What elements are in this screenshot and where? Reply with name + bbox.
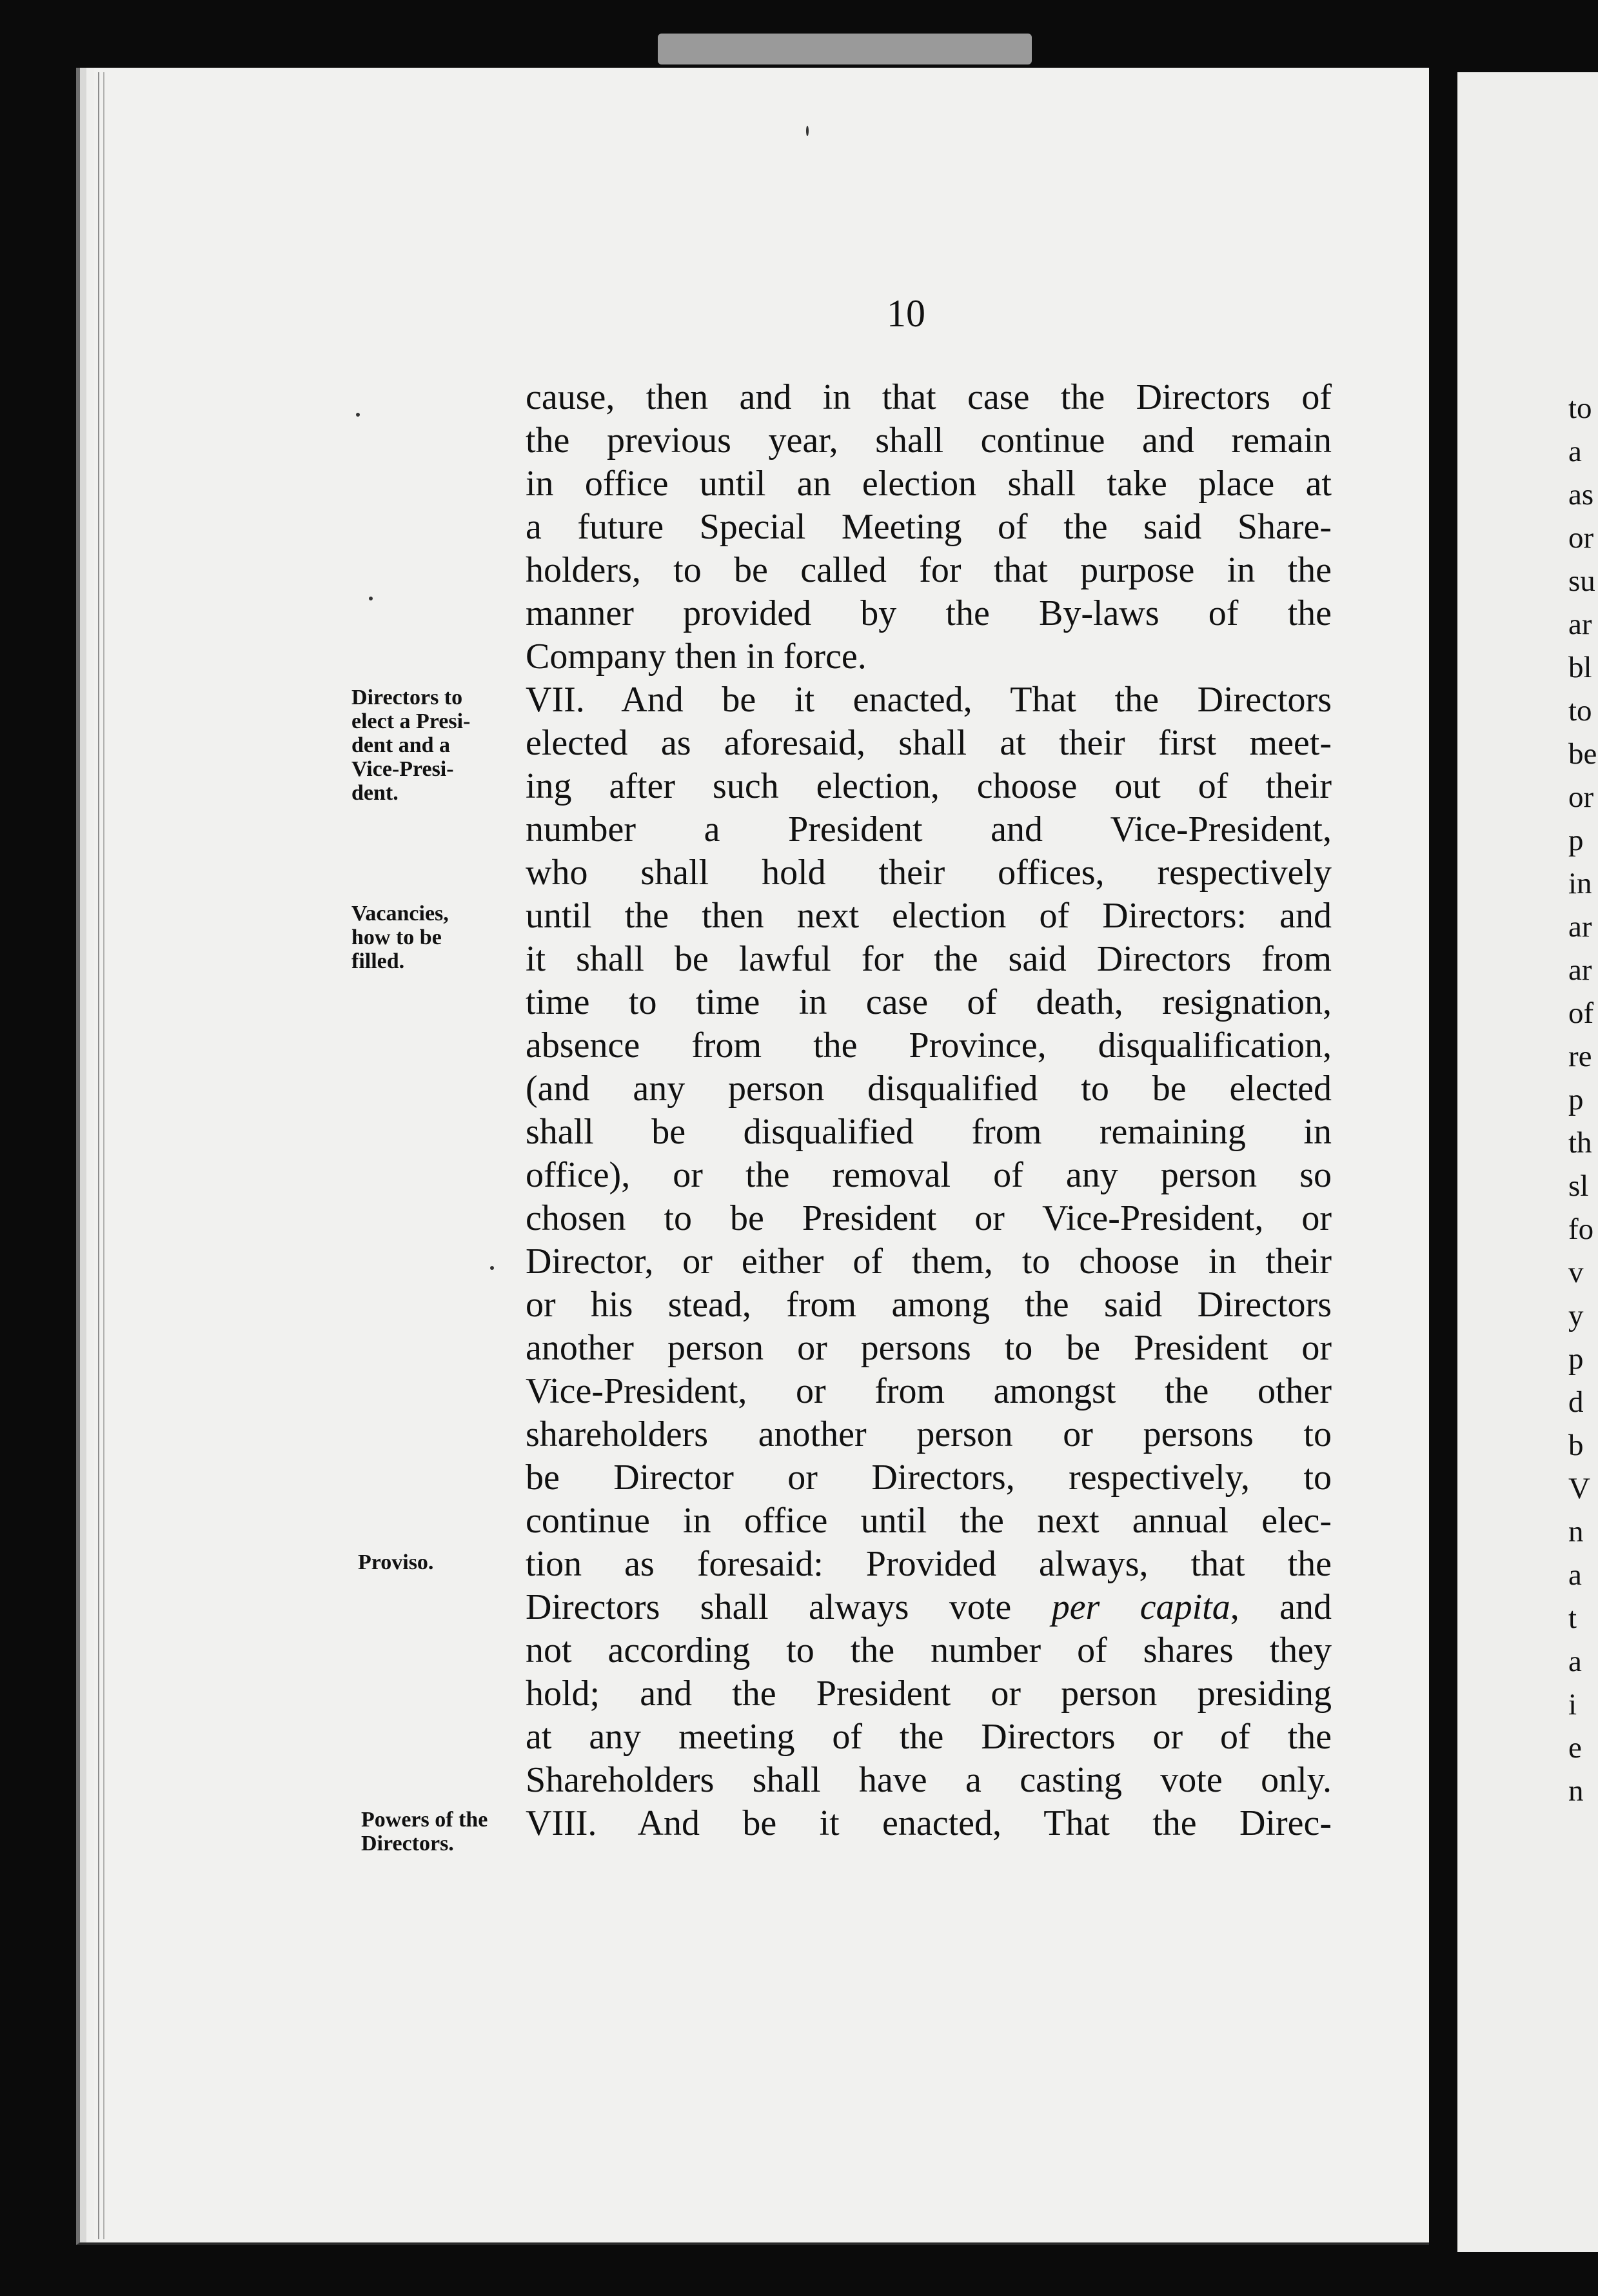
text-fragment: , and — [1230, 1587, 1332, 1627]
facing-page-fragment: to — [1568, 694, 1592, 727]
facing-page-fragment: su — [1568, 564, 1595, 598]
text-line: Shareholders shall have a casting vote only. — [526, 1760, 1332, 1800]
facing-page-fragment: p — [1568, 824, 1584, 857]
text-line: (and any person disqualified to be elected — [526, 1069, 1332, 1109]
text-fragment: Directors shall always vote — [526, 1587, 1012, 1627]
facing-page-fragment: a — [1568, 1558, 1582, 1592]
text-line-italic — [526, 1586, 1332, 1629]
text-line: elected as aforesaid, shall at their first meet- — [526, 723, 1332, 763]
facing-page-fragments — [1457, 387, 1597, 1813]
facing-page-fragment: th — [1568, 1126, 1592, 1160]
text-line: chosen to be President or Vice-President, or — [526, 1198, 1332, 1238]
marginal-note-proviso: Proviso. — [358, 1550, 434, 1574]
facing-page-fragment: ar — [1568, 910, 1592, 944]
facing-page-fragment: bl — [1568, 651, 1592, 684]
facing-page-fragment: or — [1568, 780, 1594, 814]
facing-page-fragment: be — [1568, 737, 1597, 771]
facing-page-fragment: i — [1568, 1688, 1577, 1721]
marginal-note-powers: Powers of the Directors. — [361, 1808, 488, 1856]
text-line: ing after such election, choose out of their — [526, 766, 1332, 806]
text-line: Company then in force. — [526, 637, 867, 677]
facing-page-fragment: V — [1568, 1472, 1590, 1505]
text-line: in office until an election shall take place at — [526, 464, 1332, 504]
text-line: be Director or Directors, respectively, to — [526, 1458, 1332, 1498]
facing-page-fragment: a — [1568, 1645, 1582, 1678]
facing-page-fragment: fo — [1568, 1212, 1594, 1246]
facing-page-fragment: p — [1568, 1083, 1584, 1116]
facing-page-fragment: p — [1568, 1342, 1584, 1376]
facing-page-fragment: ar — [1568, 953, 1592, 987]
facing-page-fragment: b — [1568, 1429, 1584, 1462]
book-gutter — [1429, 64, 1457, 2257]
section-heading-line: VIII. And be it enacted, That the Direc- — [526, 1803, 1332, 1843]
page-edge-line — [103, 72, 104, 2239]
text-line: another person or persons to be President or — [526, 1328, 1332, 1368]
text-line: continue in office until the next annual elec- — [526, 1501, 1332, 1541]
facing-page-fragment: a — [1568, 435, 1582, 468]
facing-page-fragment: n — [1568, 1515, 1584, 1549]
text-line: who shall hold their offices, respectively — [526, 853, 1332, 893]
scan-speck — [806, 126, 809, 136]
facing-page-fragment: n — [1568, 1774, 1584, 1808]
marginal-note-directors-elect: Directors to elect a Presi- dent and a Vice-Presi- dent. — [351, 686, 471, 805]
text-line: tion as foresaid: Provided always, that the — [526, 1544, 1332, 1584]
text-line: at any meeting of the Directors or of the — [526, 1717, 1332, 1757]
text-line: absence from the Province, disqualification, — [526, 1025, 1332, 1065]
page-number: 10 — [887, 292, 925, 335]
book-clip-shadow — [658, 34, 1032, 64]
text-line: manner provided by the By-laws of the — [526, 593, 1332, 633]
facing-page-fragment: d — [1568, 1385, 1584, 1419]
text-line: hold; and the President or person presiding — [526, 1674, 1332, 1714]
text-line: it shall be lawful for the said Directors from — [526, 939, 1332, 979]
section-heading-line: VII. And be it enacted, That the Directors — [526, 680, 1332, 720]
facing-page-fragment: y — [1568, 1299, 1584, 1332]
text-line: shareholders another person or persons to — [526, 1414, 1332, 1454]
scan-speck — [490, 1266, 494, 1270]
text-line: Vice-President, or from amongst the other — [526, 1371, 1332, 1411]
facing-page-fragment: as — [1568, 478, 1594, 511]
facing-page — [1457, 72, 1598, 2252]
text-line: office), or the removal of any person so — [526, 1155, 1332, 1195]
text-line: until the then next election of Directors: and — [526, 896, 1332, 936]
facing-page-fragment: ar — [1568, 608, 1592, 641]
text-line: shall be disqualified from remaining in — [526, 1112, 1332, 1152]
facing-page-fragment: sl — [1568, 1169, 1589, 1203]
facing-page-fragment: to — [1568, 391, 1592, 425]
text-line: time to time in case of death, resignation, — [526, 982, 1332, 1022]
facing-page-fragment: v — [1568, 1256, 1584, 1289]
text-line: cause, then and in that case the Directors of — [526, 377, 1332, 417]
facing-page-fragment: re — [1568, 1040, 1592, 1073]
text-line: the previous year, shall continue and remain — [526, 421, 1332, 460]
text-line: not according to the number of shares they — [526, 1630, 1332, 1670]
scan-speck — [356, 413, 360, 417]
facing-page-fragment: of — [1568, 996, 1594, 1030]
scan-speck — [369, 597, 373, 600]
text-line: or his stead, from among the said Directors — [526, 1285, 1332, 1325]
facing-page-fragment: t — [1568, 1601, 1577, 1635]
text-line: number a President and Vice-President, — [526, 809, 1332, 849]
facing-page-fragment: e — [1568, 1731, 1582, 1765]
text-line: holders, to be called for that purpose in the — [526, 550, 1332, 590]
body-text — [526, 376, 1332, 1845]
text-line: Director, or either of them, to choose in their — [526, 1242, 1332, 1282]
facing-page-fragment: or — [1568, 521, 1594, 555]
marginal-note-vacancies: Vacancies, how to be filled. — [351, 902, 449, 973]
page-edge-line — [98, 72, 99, 2239]
text-line: a future Special Meeting of the said Share- — [526, 507, 1332, 547]
facing-page-fragment: in — [1568, 867, 1592, 900]
italic-phrase: per capita — [1051, 1587, 1230, 1627]
